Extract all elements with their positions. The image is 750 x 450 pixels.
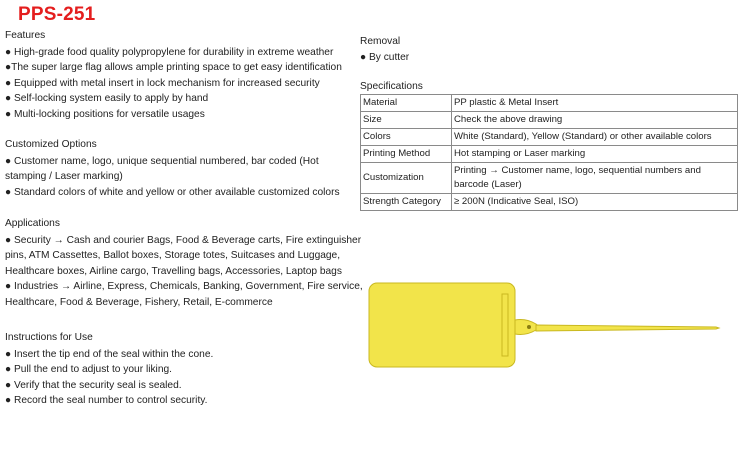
table-row bbox=[361, 129, 738, 146]
instruction-item: ● Record the seal number to control security. bbox=[5, 395, 208, 407]
seal-tail bbox=[536, 325, 719, 331]
customized-section bbox=[5, 137, 357, 200]
feature-item: ● High-grade food quality polypropylene for durability in extreme weather bbox=[5, 46, 334, 58]
spec-key: Customization bbox=[361, 163, 452, 194]
table-row bbox=[361, 95, 738, 112]
applications-item: ● Industries → Airline, Express, Chemicals, Banking, Government, Fire service, Healthcare, Food & Beverage, Fishery, Retail, E-commerce bbox=[5, 281, 363, 308]
spec-key: Size bbox=[361, 112, 452, 129]
seal-neck bbox=[515, 320, 539, 335]
table-row bbox=[361, 146, 738, 163]
spec-key: Printing Method bbox=[361, 146, 452, 163]
customized-heading: Customized Options bbox=[5, 139, 97, 150]
specifications-heading: Specifications bbox=[360, 81, 423, 92]
feature-item: ●The super large flag allows ample printing space to get easy identification bbox=[5, 62, 342, 74]
spec-key: Colors bbox=[361, 129, 452, 146]
spec-key: Strength Category bbox=[361, 194, 452, 211]
removal-section bbox=[360, 34, 409, 65]
applications-item: ● Security → Cash and courier Bags, Food & Beverage carts, Fire extinguisher pins, ATM Cassettes, Ballot boxes, Storage totes, Suitcases and Luggage, Healthcare boxes, Airline cargo, Travelling bags, Accessories, Laptop bags bbox=[5, 234, 362, 277]
spec-value: Printing → Customer name, logo, sequential numbers and barcode (Laser) bbox=[452, 163, 738, 194]
spec-value: Check the above drawing bbox=[452, 112, 738, 129]
seal-hole bbox=[527, 325, 531, 329]
customized-item: ● Standard colors of white and yellow or other available customized colors bbox=[5, 186, 340, 198]
instruction-item: ● Pull the end to adjust to your liking. bbox=[5, 364, 172, 376]
feature-item: ● Multi-locking positions for versatile usages bbox=[5, 108, 205, 120]
table-row bbox=[361, 194, 738, 211]
instruction-item: ● Verify that the security seal is sealed. bbox=[5, 379, 182, 391]
customized-item: ● Customer name, logo, unique sequential numbered, bar coded (Hot stamping / Laser marking) bbox=[5, 155, 319, 183]
instruction-item: ● Insert the tip end of the seal within the cone. bbox=[5, 348, 214, 360]
spec-value: Hot stamping or Laser marking bbox=[452, 146, 738, 163]
specifications-table bbox=[360, 94, 738, 211]
spec-value: ≥ 200N (Indicative Seal, ISO) bbox=[452, 194, 738, 211]
seal-product-image bbox=[366, 280, 726, 376]
table-row bbox=[361, 163, 738, 194]
features-section bbox=[5, 28, 342, 123]
seal-flag bbox=[369, 283, 515, 367]
removal-item: ● By cutter bbox=[360, 51, 410, 63]
product-title: PPS-251 bbox=[18, 4, 96, 25]
removal-heading: Removal bbox=[360, 36, 401, 47]
spec-key: Material bbox=[361, 95, 452, 112]
instructions-heading: Instructions for Use bbox=[5, 332, 93, 343]
spec-value: PP plastic & Metal Insert bbox=[452, 95, 738, 112]
features-heading: Features bbox=[5, 30, 46, 41]
spec-value: White (Standard), Yellow (Standard) or other available colors bbox=[452, 129, 738, 146]
feature-item: ● Equipped with metal insert in lock mechanism for increased security bbox=[5, 77, 320, 89]
applications-heading: Applications bbox=[5, 218, 60, 229]
applications-section bbox=[5, 216, 363, 311]
feature-item: ● Self-locking system easily to apply by hand bbox=[5, 93, 209, 105]
table-row bbox=[361, 112, 738, 129]
instructions-section bbox=[5, 330, 213, 409]
